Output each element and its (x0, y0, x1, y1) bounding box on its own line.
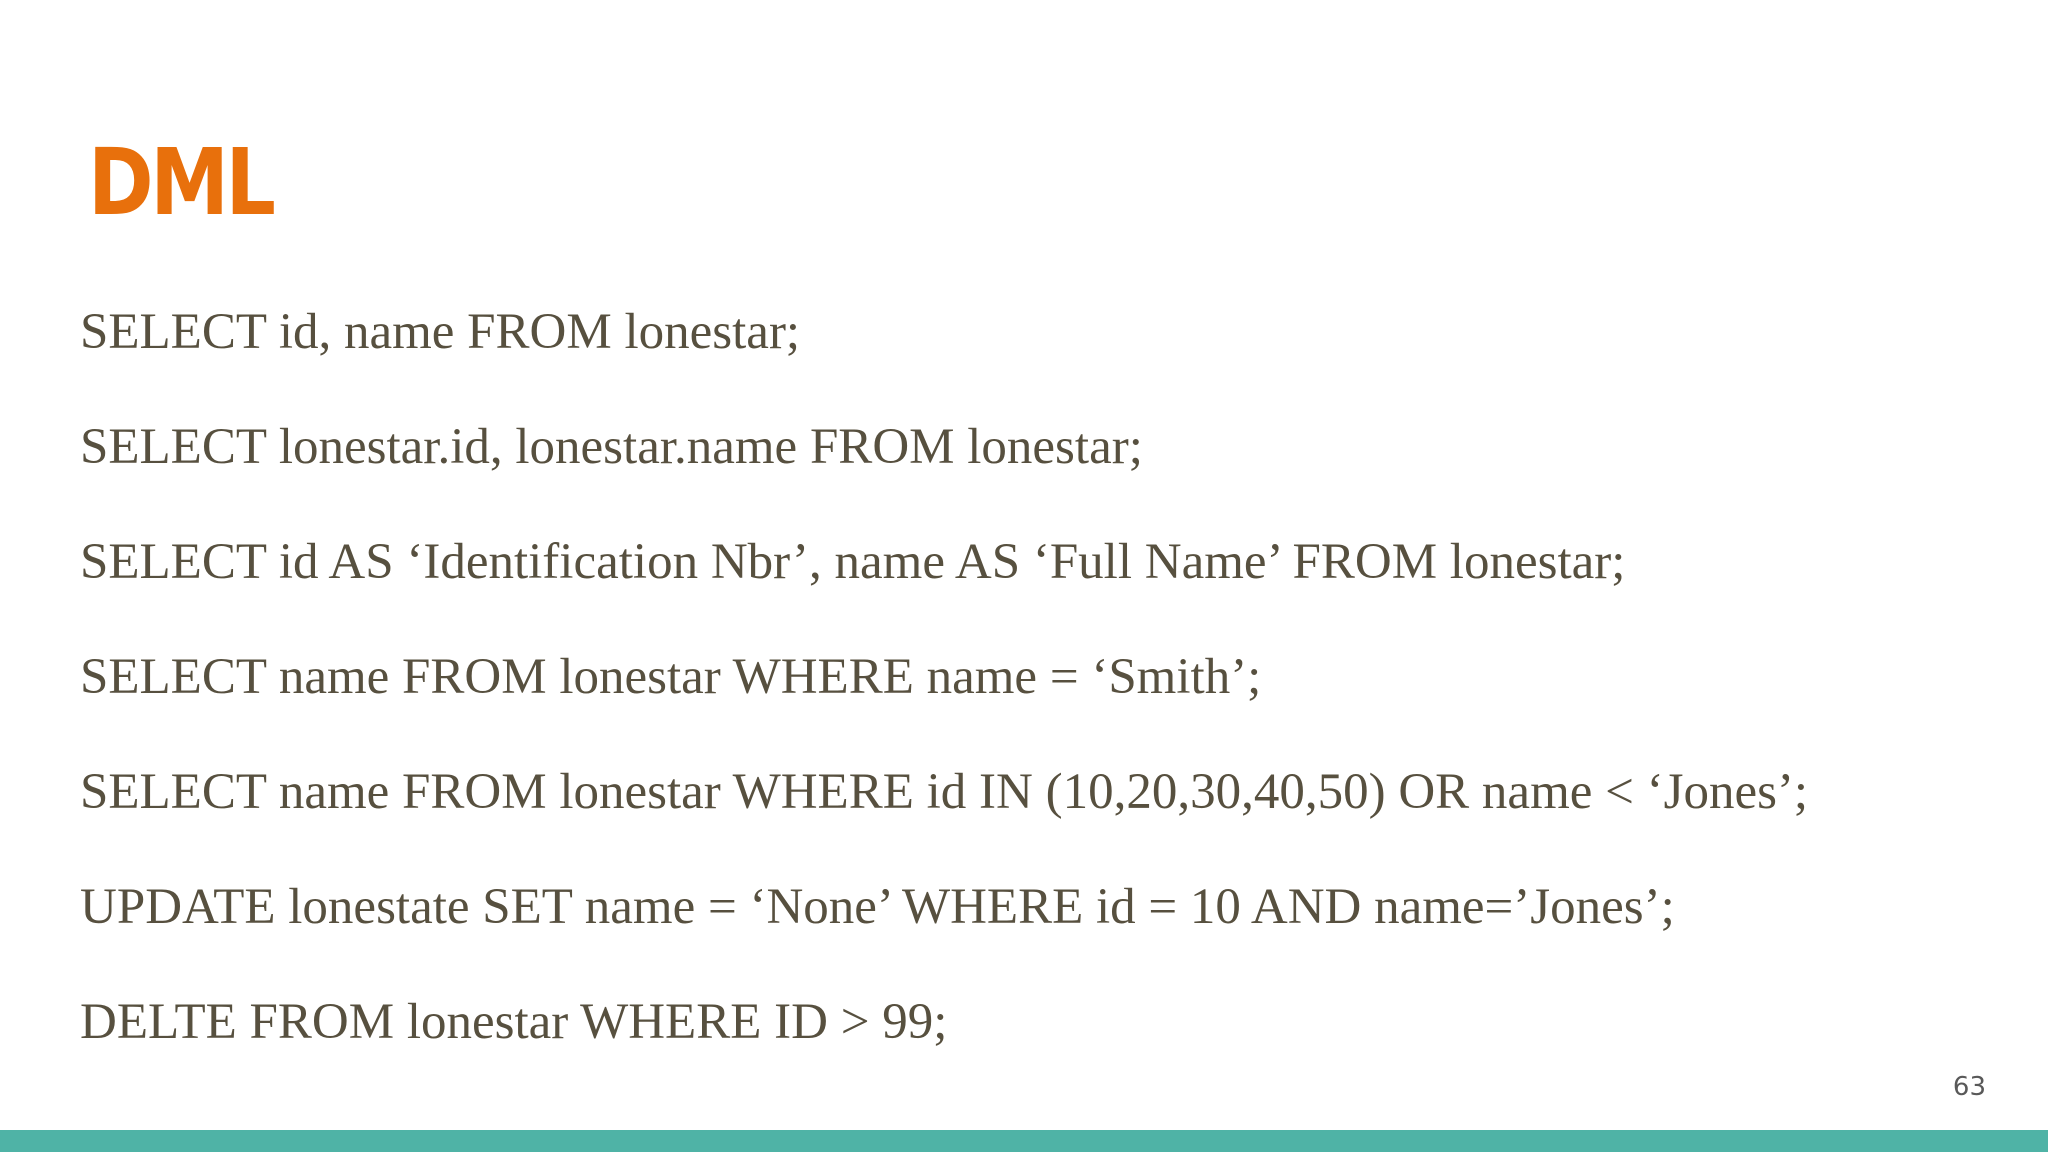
footer-bar (0, 1130, 2048, 1152)
sql-statement-delete: DELTE FROM lonestar WHERE ID > 99; (80, 994, 948, 1050)
sql-statement-select-basic: SELECT id, name FROM lonestar; (80, 304, 801, 360)
sql-statement-select-qualified: SELECT lonestar.id, lonestar.name FROM lonestar; (80, 419, 1143, 475)
sql-statement-select-where: SELECT name FROM lonestar WHERE name = ‘Smith’; (80, 649, 1262, 705)
page-number: 63 (1952, 1072, 1986, 1102)
sql-statement-update: UPDATE lonestate SET name = ‘None’ WHERE id = 10 AND name=’Jones’; (80, 879, 1675, 935)
slide-title: DML (88, 129, 273, 236)
sql-statement-select-in: SELECT name FROM lonestar WHERE id IN (10,20,30,40,50) OR name < ‘Jones’; (80, 764, 1809, 820)
sql-statement-select-alias: SELECT id AS ‘Identification Nbr’, name AS ‘Full Name’ FROM lonestar; (80, 534, 1626, 590)
